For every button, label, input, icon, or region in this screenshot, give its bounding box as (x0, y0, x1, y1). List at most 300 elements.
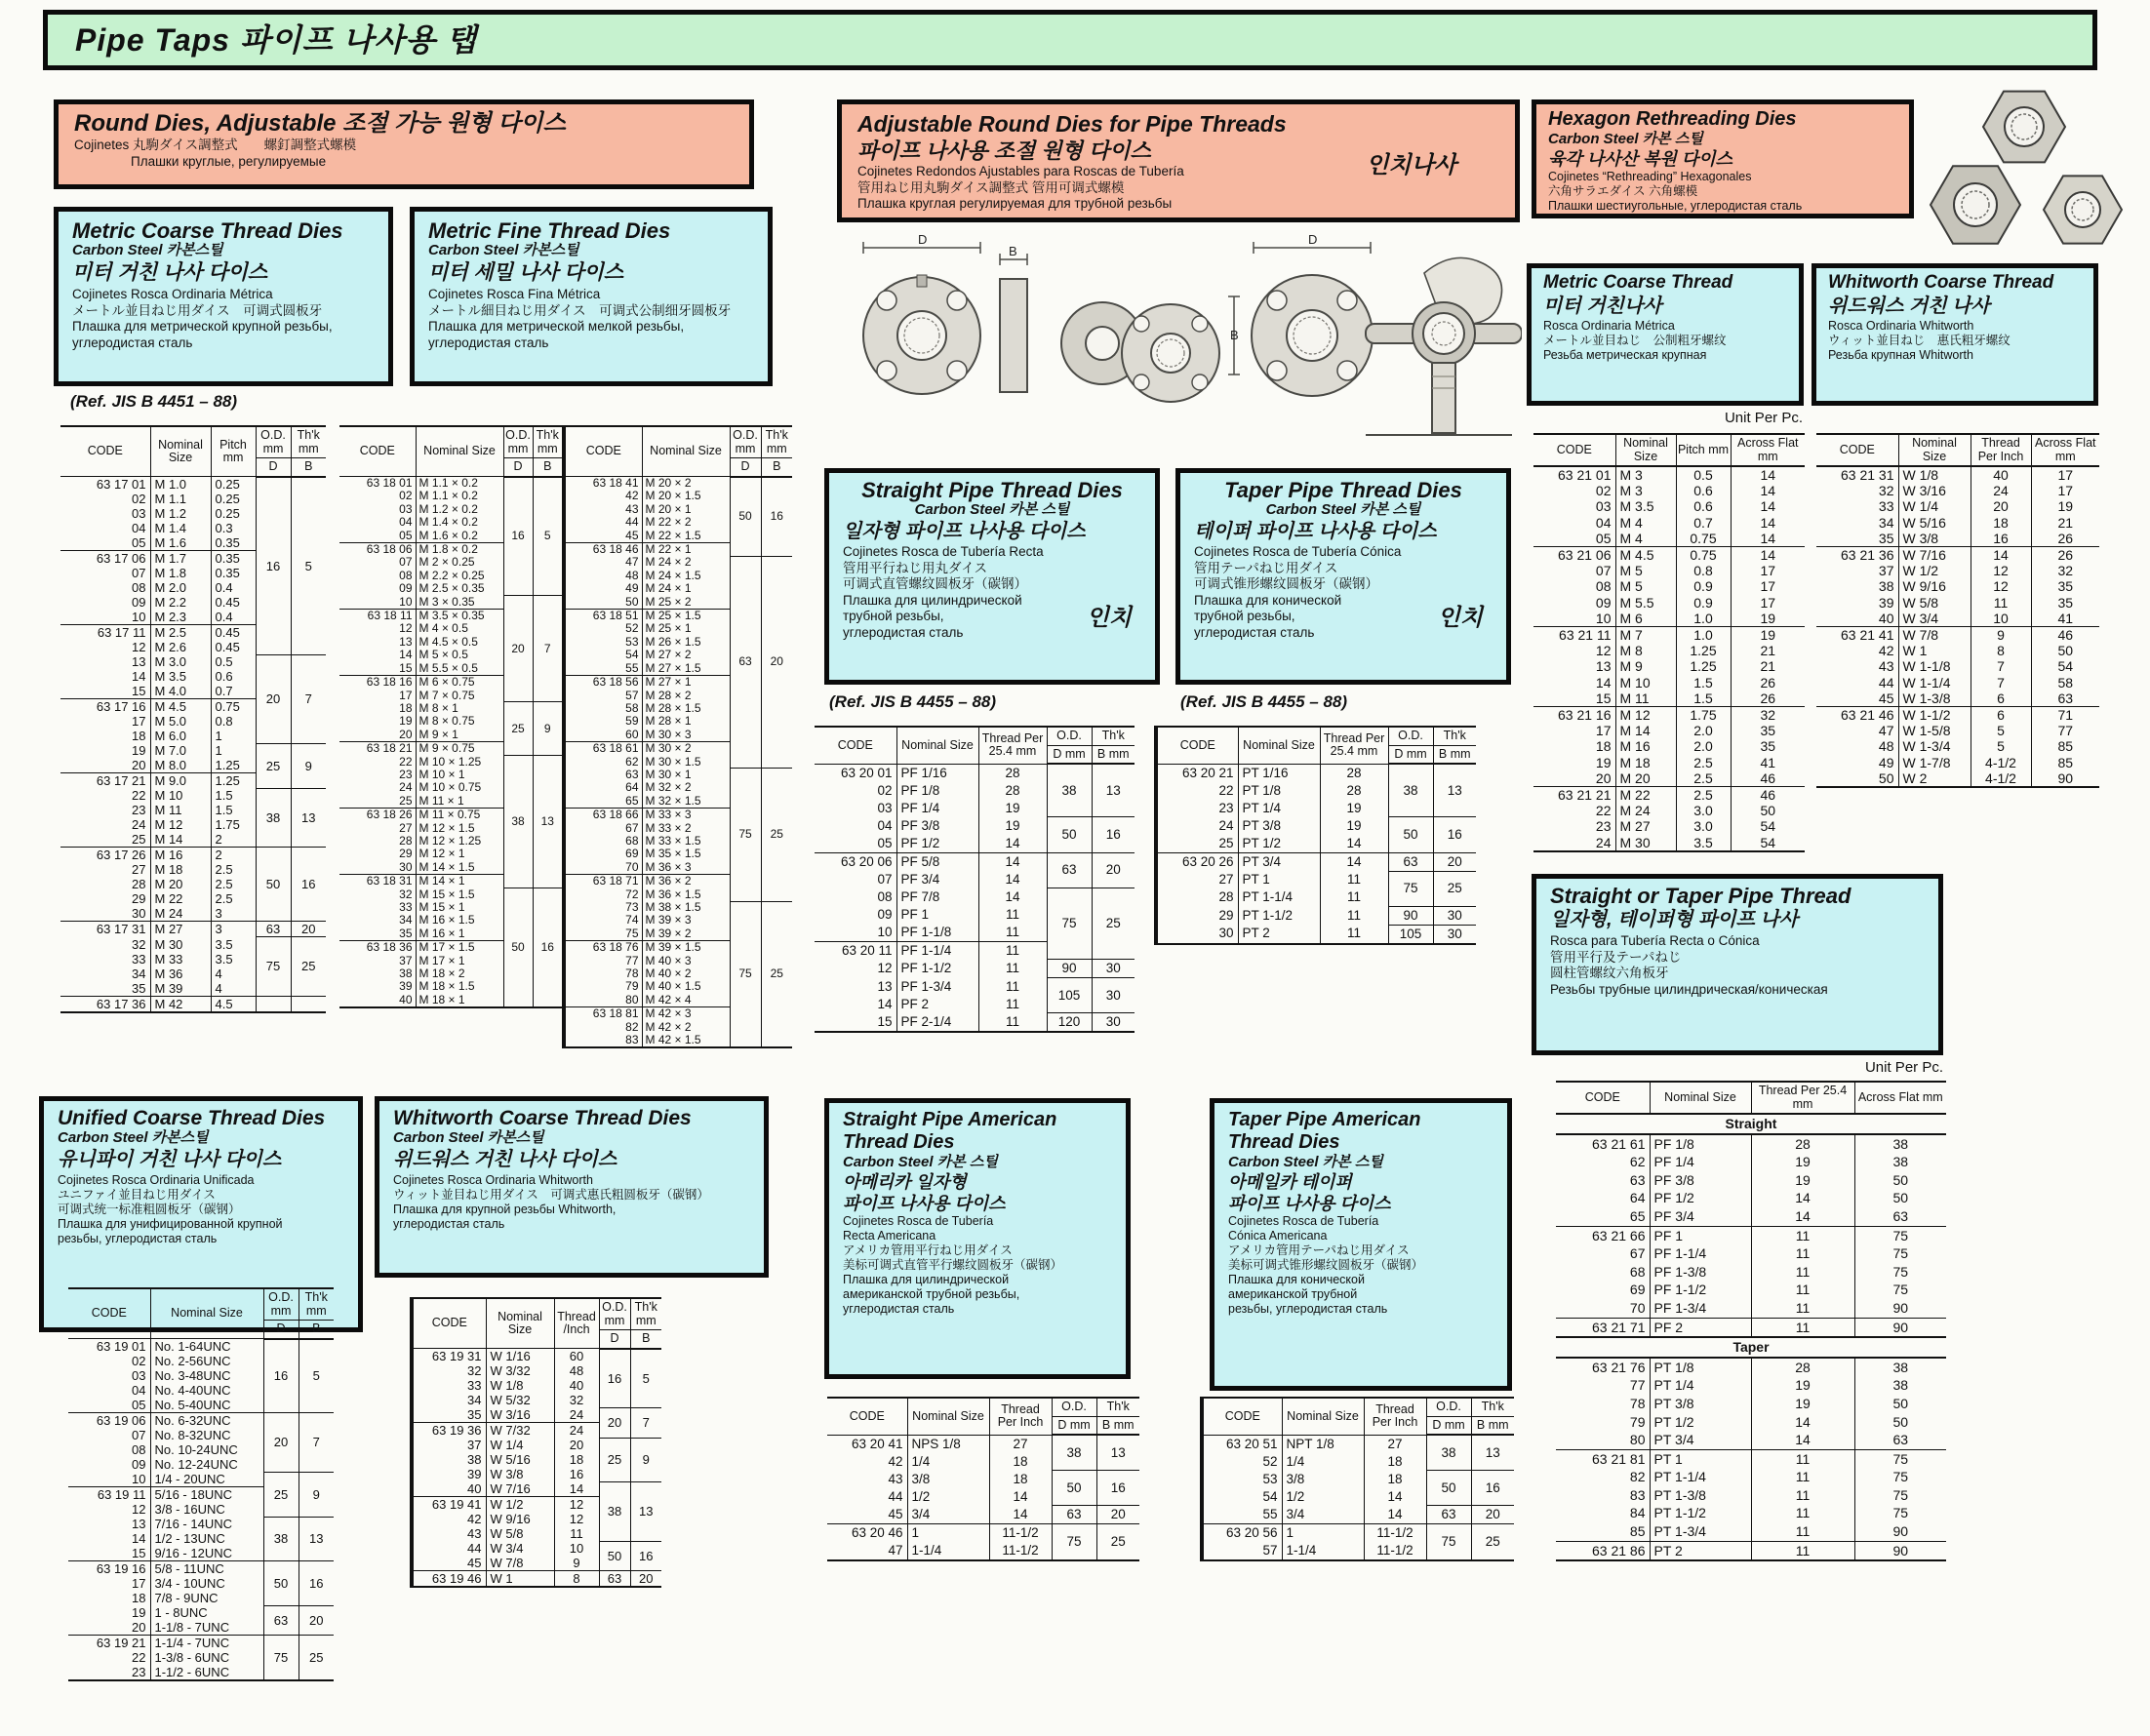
table-row (60, 996, 326, 1012)
table-cell: 3/8 - 16UNC (150, 1502, 263, 1517)
table-cell: 45 (827, 1506, 907, 1524)
column-header: O.D. mm (599, 1298, 630, 1330)
table-cell: 1.25 (211, 758, 256, 773)
block-subtitle: Плашка для унифицированной крупной (58, 1217, 283, 1231)
table-cell: 50 (1854, 1189, 1946, 1207)
column-header: Nominal Size (1650, 1082, 1751, 1114)
table-row (60, 743, 326, 758)
table-cell: 65 (1556, 1207, 1650, 1226)
table-cell: 11 (978, 996, 1047, 1013)
table-cell: 29 (339, 848, 416, 860)
table-cell: M 14 × 1 (416, 875, 503, 888)
table-cell: 9 (299, 1472, 334, 1517)
table-cell: 38 (1854, 1134, 1946, 1154)
table-cell: PT 1/2 (1650, 1413, 1751, 1432)
table-cell: W 3/32 (486, 1363, 554, 1378)
table-row (1816, 755, 2099, 770)
table-cell: 20 (263, 1413, 299, 1473)
table-row (815, 764, 1135, 782)
table-cell: M 20 × 1.5 (642, 490, 730, 502)
table-row (68, 1561, 334, 1577)
table-cell: 25 (256, 743, 291, 788)
table-row (1533, 755, 1805, 770)
column-header: CODE (564, 426, 642, 477)
block-subtitle: углеродистая сталь (428, 335, 549, 350)
table-cell: 17 (1731, 578, 1805, 594)
table-cell: M 39 × 1.5 (642, 941, 730, 955)
column-header: Th'k (1433, 727, 1476, 745)
table-row (815, 817, 1135, 835)
table-row (827, 1471, 1139, 1488)
table-cell: 43 (1816, 658, 1898, 674)
table-cell: M 7.0 (150, 743, 211, 758)
table-cell: 6 (1971, 707, 2031, 724)
table-cell: 11 (978, 906, 1047, 924)
table-cell: 10 (60, 610, 150, 625)
table-cell: 1-1/2 - 6UNC (150, 1665, 263, 1680)
table-cell: 0.35 (211, 535, 256, 551)
table-cell: 32 (1816, 483, 1898, 498)
page-title-bar (43, 10, 2097, 70)
table-cell: M 42 × 4 (642, 994, 730, 1007)
table-row (1556, 1134, 1946, 1154)
straight-american-table (827, 1397, 1139, 1561)
column-header: Nominal Size (486, 1298, 554, 1349)
table-cell: M 7 × 0.75 (416, 690, 503, 702)
table-cell: 46 (2031, 627, 2099, 644)
table-row (1556, 1171, 1946, 1190)
table-cell: 105 (1047, 978, 1092, 1013)
table-cell: 24 (60, 817, 150, 832)
table-cell: M 25 × 2 (642, 596, 730, 610)
table-cell: 30 (1092, 1013, 1135, 1033)
table-cell: 5 (291, 477, 326, 655)
table-cell: 75 (1854, 1226, 1946, 1244)
jis-reference: (Ref. JIS B 4451 – 88) (70, 392, 238, 411)
table-cell: M 18 (1615, 755, 1676, 770)
table-cell: 40 (412, 1481, 486, 1497)
table-cell: 5 (533, 477, 562, 596)
block-subtitle: メートル並目ねじ用ダイス 可调式圆板牙 (72, 302, 323, 318)
table-row (1533, 675, 1805, 690)
table-row (412, 1438, 661, 1452)
table-cell: 2 (211, 832, 256, 848)
column-header: B (533, 458, 562, 477)
table-cell: W 1/2 (1898, 563, 1971, 578)
table-row (412, 1349, 661, 1364)
table-cell: 20 (1533, 770, 1615, 787)
table-cell: 04 (1533, 515, 1615, 531)
table-cell: M 9.0 (150, 773, 211, 789)
block-subtitle: американской трубной резьбы, (843, 1287, 1020, 1301)
table-cell: PT 1-3/8 (1650, 1486, 1751, 1505)
table-cell: 35 (60, 981, 150, 997)
table-cell: 14 (815, 996, 896, 1013)
block-subtitle: メートル並目ねじ 公制粗牙螺纹 (1543, 334, 1727, 347)
table-cell: 75 (1426, 1524, 1471, 1561)
table-cell: 20 (1096, 1506, 1139, 1524)
taper-american-block (1210, 1098, 1512, 1391)
table-cell: 73 (564, 901, 642, 914)
table-cell: PF 2-1/4 (896, 1013, 978, 1033)
table-cell: 19 (1751, 1395, 1854, 1413)
table-row (1533, 770, 1805, 787)
table-cell: PF 1-3/4 (896, 978, 978, 996)
table-cell: M 11 (1615, 690, 1676, 707)
column-header: D (256, 458, 291, 477)
table-cell: M 42 × 1.5 (642, 1034, 730, 1047)
block-subtitle: углеродистая сталь (1194, 624, 1315, 640)
table-cell: PF 1/4 (896, 800, 978, 817)
table-cell: 26 (1731, 690, 1805, 707)
table-cell: 50 (1047, 817, 1092, 853)
table-cell: 63 17 21 (60, 773, 150, 789)
table-cell: 16 (761, 477, 792, 557)
table-cell: M 33 × 1.5 (642, 835, 730, 848)
table-cell: 04 (60, 521, 150, 535)
table-row (1556, 1522, 1946, 1541)
table-cell: M 40 × 1.5 (642, 980, 730, 993)
table-cell: 19 (1751, 1153, 1854, 1171)
column-header: Across Flat mm (2031, 434, 2099, 466)
table-cell: 63 18 26 (339, 809, 416, 822)
block-title: Metric Coarse Thread Dies (72, 218, 343, 243)
table-cell: 28 (1156, 888, 1238, 906)
block-subtitle: Cojinetes “Rethreading” Hexagonales (1548, 170, 1752, 183)
table-cell: M 1.1 × 0.2 (416, 477, 503, 491)
table-row (1556, 1114, 1946, 1134)
table-cell: 1-1/4 (907, 1542, 989, 1560)
table-cell: W 1/8 (486, 1378, 554, 1393)
table-row (68, 1605, 334, 1620)
unit-per-pc-label: Unit Per Pc. (1864, 1059, 1943, 1076)
jis-reference: (Ref. JIS B 4455 – 88) (829, 692, 997, 711)
table-cell: M 33 × 3 (642, 809, 730, 822)
table-cell: M 27 (1615, 818, 1676, 834)
table-cell: 29 (1156, 906, 1238, 925)
table-cell: 34 (1816, 515, 1898, 531)
table-cell: 2.5 (211, 891, 256, 906)
table-cell: 77 (1556, 1376, 1650, 1395)
table-cell: 63 21 16 (1533, 707, 1615, 724)
table-cell: 14 (1731, 547, 1805, 564)
table-cell: 44 (1816, 675, 1898, 690)
table-cell: M 16 × 1.5 (416, 914, 503, 927)
table-row (1156, 852, 1476, 871)
block-title: Unified Coarse Thread Dies (58, 1107, 326, 1129)
block-title-korean: 아메리카 일자형 (843, 1172, 967, 1192)
table-cell: W 1-1/2 (1898, 707, 1971, 724)
table-cell: 26 (1731, 675, 1805, 690)
dimension-label-b: B (1009, 244, 1017, 258)
table-cell: 90 (1854, 1541, 1946, 1560)
table-cell: 4 (211, 967, 256, 981)
table-cell: 3/8 (907, 1471, 989, 1488)
metric-coarse-dies-table (60, 425, 326, 1013)
table-cell: 27 (1364, 1435, 1426, 1453)
table-cell: M 10 × 1.25 (416, 756, 503, 769)
table-cell: 3.0 (1676, 803, 1731, 818)
block-subtitle: американской трубной (1228, 1287, 1358, 1301)
table-cell: 0.25 (211, 492, 256, 506)
table-cell: NPT 1/8 (1282, 1435, 1364, 1453)
table-row (1533, 803, 1805, 818)
table-cell: 0.45 (211, 625, 256, 641)
block-subtitle: Cojinetes Rosca de Tubería Recta (843, 544, 1044, 559)
table-cell: 08 (68, 1442, 150, 1457)
table-cell: M 27 × 1.5 (642, 662, 730, 676)
table-cell: 1.75 (211, 817, 256, 832)
table-cell: 11 (1320, 925, 1388, 944)
table-cell: 12 (339, 622, 416, 635)
table-cell: 32 (1731, 707, 1805, 724)
table-cell: 17 (2031, 466, 2099, 483)
table-cell: 75 (1052, 1524, 1096, 1561)
table-cell: 43 (412, 1526, 486, 1541)
table-cell: 63 19 46 (412, 1571, 486, 1588)
table-cell: M 9 × 1 (416, 729, 503, 742)
table-row (339, 596, 562, 610)
table-row (1533, 578, 1805, 594)
table-cell: 20 (256, 654, 291, 743)
table-cell: 30 (1156, 925, 1238, 944)
table-cell: 5 (1971, 723, 2031, 738)
block-subtitle: メートル細目ねじ用ダイス 可调式公制细牙圆板牙 (428, 302, 732, 318)
table-cell: 9 (630, 1438, 661, 1481)
table-cell: 14 (1731, 498, 1805, 514)
table-row (1816, 595, 2099, 611)
inch-label: 인치나사 (1366, 152, 1456, 178)
table-cell: 11 (978, 1013, 1047, 1033)
table-cell: 9 (291, 743, 326, 788)
table-cell: 17 (60, 714, 150, 729)
table-row (1816, 578, 2099, 594)
table-cell: 1.0 (1676, 627, 1731, 644)
table-cell: 13 (291, 788, 326, 848)
table-cell: 18 (1533, 738, 1615, 754)
table-cell: 13 (1433, 764, 1476, 817)
table-cell: 4-1/2 (1971, 770, 2031, 787)
block-subtitle: углеродистая сталь (72, 335, 193, 350)
table-cell: PF 2 (1650, 1318, 1751, 1337)
table-cell: 63 21 41 (1816, 627, 1898, 644)
table-cell: PF 1/2 (1650, 1189, 1751, 1207)
table-cell: 2 (211, 848, 256, 863)
table-cell: 14 (339, 649, 416, 661)
table-cell: PT 3/8 (1238, 817, 1320, 835)
table-row (68, 1472, 334, 1487)
table-cell: M 16 (150, 848, 211, 863)
table-cell: W 7/8 (486, 1556, 554, 1571)
table-cell: W 7/8 (1898, 627, 1971, 644)
adjustable-round-dies-block (837, 99, 1520, 222)
table-cell: 35 (2031, 578, 2099, 594)
table-cell: M 36 × 2 (642, 875, 730, 888)
table-row (412, 1407, 661, 1423)
table-cell: 63 18 51 (564, 610, 642, 623)
table-cell: 42 (412, 1512, 486, 1526)
block-subtitle: Плашка для цилиндрической (843, 592, 1022, 608)
table-cell: 20 (630, 1571, 661, 1588)
table-cell: 75 (1388, 871, 1433, 906)
table-cell: M 10 × 1 (416, 769, 503, 781)
table-cell: 64 (1556, 1189, 1650, 1207)
table-cell: 09 (339, 582, 416, 595)
table-cell: 14 (978, 852, 1047, 871)
column-header: B mm (1092, 745, 1135, 764)
table-cell: 25 (291, 937, 326, 997)
table-cell: M 22 × 1.5 (642, 530, 730, 543)
table-cell: 19 (978, 800, 1047, 817)
block-title-korean: 테이퍼 파이프 나사용 다이스 (1194, 521, 1437, 542)
column-header: O.D. (1426, 1398, 1471, 1416)
column-header: O.D. mm (263, 1288, 299, 1321)
table-cell: 11 (1751, 1263, 1854, 1282)
table-cell: 37 (339, 955, 416, 967)
table-cell: 34 (60, 967, 150, 981)
table-row (60, 922, 326, 937)
table-cell: 90 (1854, 1318, 1946, 1337)
table-cell: 26 (2031, 531, 2099, 547)
table-cell: M 39 × 2 (642, 927, 730, 941)
block-subtitle: 管用テーパねじ用ダイス (1194, 560, 1338, 575)
table-cell: 25 (599, 1438, 630, 1481)
block-subtitle: углеродистая сталь (843, 624, 964, 640)
table-cell: 19 (1731, 627, 1805, 644)
table-cell: 16 (503, 477, 533, 596)
table-cell: M 12 × 1.5 (416, 822, 503, 835)
block-subtitle: Rosca para Tubería Recta o Cónica (1550, 933, 1760, 948)
column-header: CODE (1816, 434, 1898, 466)
metric-fine-dies-block (410, 207, 773, 386)
table-cell: 63 21 36 (1816, 547, 1898, 564)
table-cell: 34 (339, 914, 416, 927)
table-cell: 63 (599, 1571, 630, 1588)
table-cell: 03 (60, 506, 150, 521)
table-cell: M 30 (150, 937, 211, 952)
table-cell: 22 (1533, 803, 1615, 818)
table-cell: 16 (599, 1349, 630, 1408)
table-cell: 90 (1047, 960, 1092, 978)
table-cell: 3 (211, 922, 256, 937)
table-cell: 0.9 (1676, 595, 1731, 611)
table-cell: 05 (339, 530, 416, 543)
column-header: Nominal Size (896, 727, 978, 764)
table-cell: M 1.4 × 0.2 (416, 516, 503, 529)
table-row (1156, 817, 1476, 835)
table-cell: M 36 × 3 (642, 861, 730, 875)
table-cell: 63 19 21 (68, 1636, 150, 1651)
table-cell: 14 (1751, 1413, 1854, 1432)
table-cell: PT 1 (1238, 871, 1320, 888)
table-cell: 13 (1096, 1435, 1139, 1471)
table-cell: 63 19 36 (412, 1423, 486, 1439)
table-cell: M 1.1 × 0.2 (416, 490, 503, 502)
table-row (1556, 1318, 1946, 1337)
table-cell: 63 20 21 (1156, 764, 1238, 782)
block-title: Metric Fine Thread Dies (428, 218, 671, 243)
table-cell: 59 (564, 715, 642, 728)
table-row (1556, 1153, 1946, 1171)
table-row (1533, 658, 1805, 674)
column-header: O.D. mm (730, 426, 761, 458)
table-cell: 0.6 (211, 669, 256, 684)
table-cell: 11 (1751, 1299, 1854, 1318)
table-cell: 40 (1816, 611, 1898, 627)
table-cell: M 4 (1615, 531, 1676, 547)
table-cell: 35 (1816, 531, 1898, 547)
column-header: Th'k mm (291, 426, 326, 458)
table-cell: 38 (1047, 764, 1092, 817)
table-cell: M 2.6 (150, 640, 211, 654)
table-cell: M 6.0 (150, 729, 211, 743)
table-cell: M 17 × 1 (416, 955, 503, 967)
block-subtitle: Cojinetes Rosca de Tubería (1228, 1214, 1379, 1228)
table-cell: PT 3/4 (1238, 852, 1320, 871)
column-header: CODE (815, 727, 896, 764)
table-cell: W 1-3/8 (1898, 690, 1971, 707)
table-cell: 63 21 76 (1556, 1358, 1650, 1377)
table-cell: 30 (339, 861, 416, 875)
table-cell: 50 (1854, 1395, 1946, 1413)
table-cell: PT 3/4 (1650, 1431, 1751, 1449)
table-row (1156, 764, 1476, 782)
table-cell: 32 (339, 888, 416, 901)
table-cell: 78 (564, 967, 642, 980)
table-cell: 69 (564, 848, 642, 860)
block-title: Thread Dies (1228, 1131, 1340, 1153)
table-cell: 38 (503, 756, 533, 888)
block-subtitle: Резьба метрическая крупная (1543, 348, 1707, 362)
table-cell: M 2.0 (150, 580, 211, 595)
table-cell: 14 (1731, 483, 1805, 498)
block-title: Taper Pipe Thread Dies (1224, 478, 1462, 502)
dimension-label-d: D (918, 232, 928, 247)
block-subtitle: アメリカ管用平行ねじ用ダイス (843, 1243, 1013, 1257)
inch-label: 인치 (1437, 605, 1483, 631)
table-cell: 0.25 (211, 477, 256, 493)
table-cell: 28 (978, 782, 1047, 800)
table-cell: W 9/16 (486, 1512, 554, 1526)
table-cell: W 3/8 (1898, 531, 1971, 547)
table-cell: 55 (1202, 1506, 1282, 1524)
table-cell: 08 (1533, 578, 1615, 594)
table-cell: 4 (211, 981, 256, 997)
table-row (1156, 906, 1476, 925)
table-cell: 32 (2031, 563, 2099, 578)
table-cell: 11 (978, 941, 1047, 960)
table-cell: 25 (761, 769, 792, 901)
table-cell: 63 18 71 (564, 875, 642, 888)
table-cell: 19 (339, 715, 416, 728)
table-cell: 17 (1731, 595, 1805, 611)
table-cell: 14 (60, 669, 150, 684)
block-title-korean: 아메일카 테이퍼 (1228, 1172, 1352, 1192)
table-cell: 14 (1751, 1189, 1854, 1207)
table-row (1816, 723, 2099, 738)
table-cell: 22 (339, 756, 416, 769)
table-cell: 18 (339, 702, 416, 715)
table-cell: 33 (412, 1378, 486, 1393)
table-cell: PT 1/4 (1650, 1376, 1751, 1395)
block-title-korean: 미터 거친나사 (1543, 296, 1662, 317)
table-cell: 7 (291, 654, 326, 743)
table-cell: 50 (2031, 643, 2099, 658)
table-cell: 14 (554, 1481, 599, 1497)
table-cell: M 4.0 (150, 684, 211, 699)
table-cell: 04 (68, 1383, 150, 1398)
table-row (1156, 925, 1476, 944)
